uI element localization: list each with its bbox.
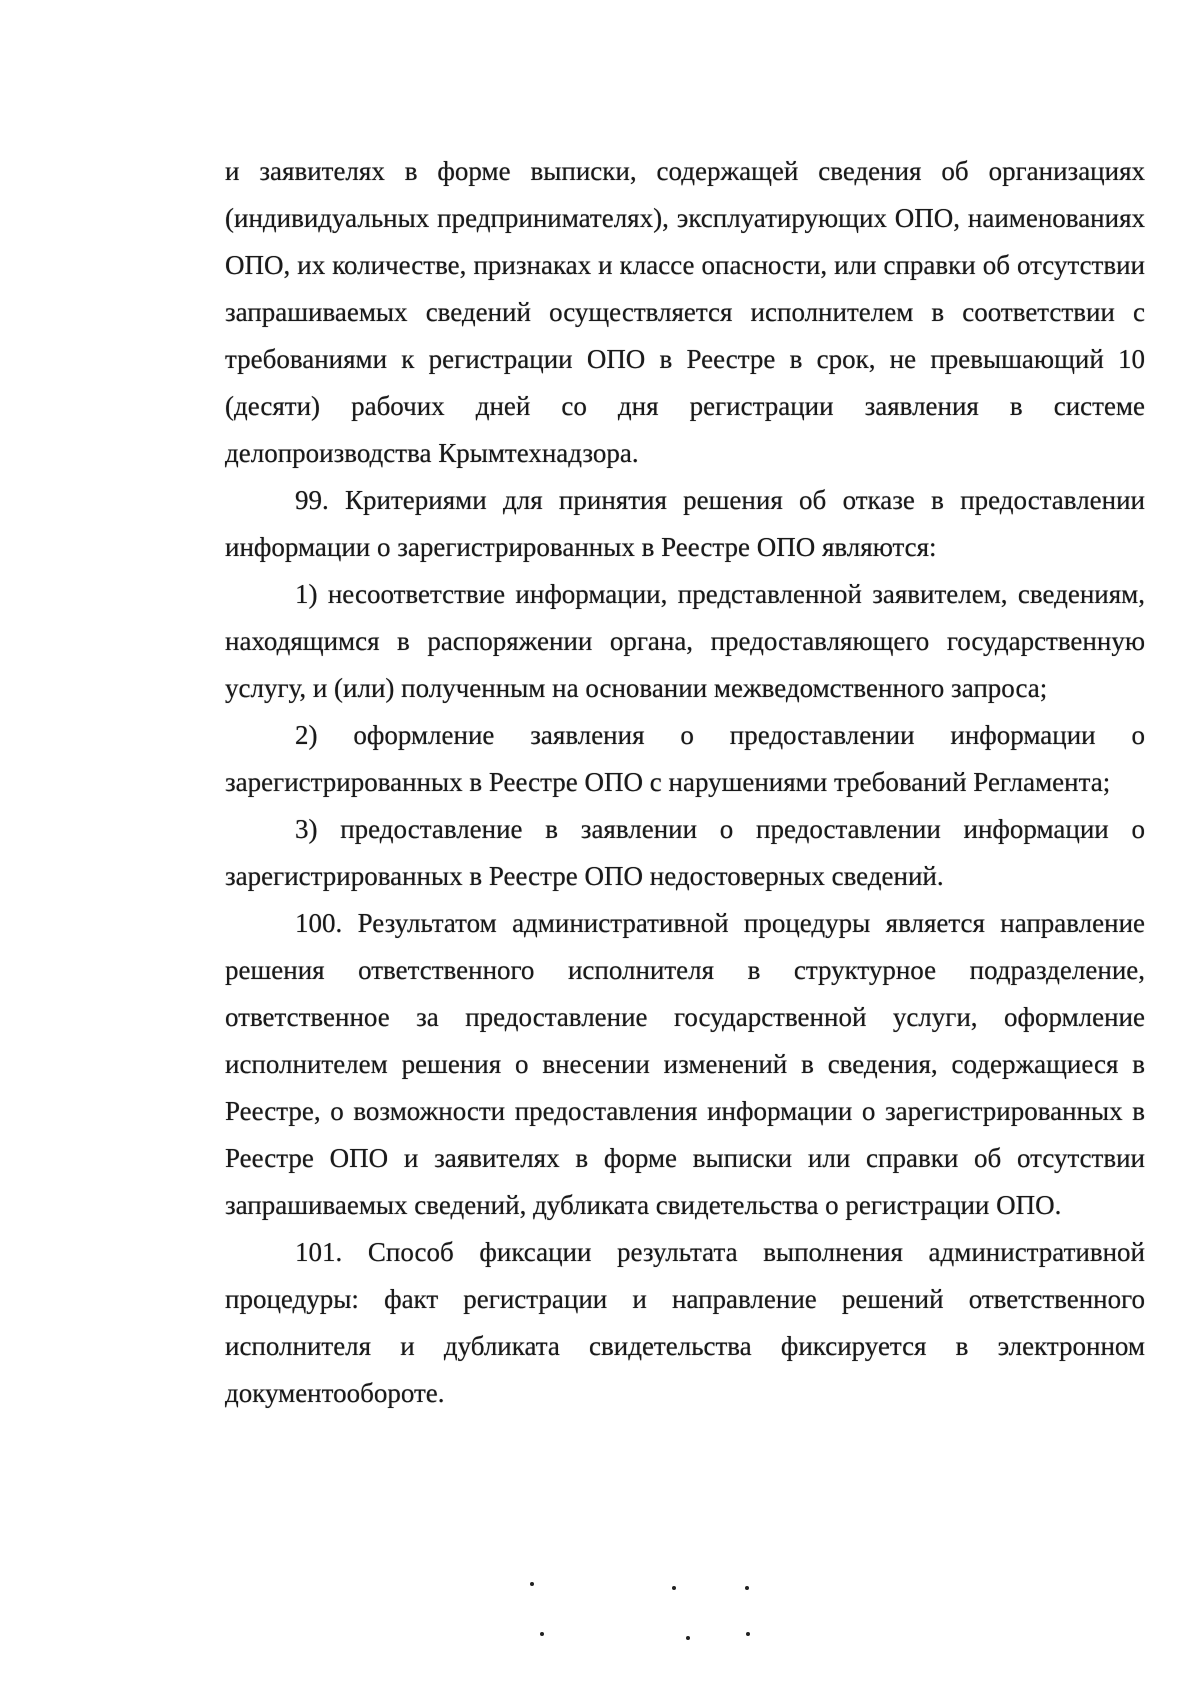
paragraph-99-item-2: 2) оформление заявления о предоставлении информации о зарегистрированных в Реестре ОПО с нарушениями требований Регламента; [225, 720, 1145, 797]
scan-speck [745, 1586, 749, 1590]
scan-speck [530, 1582, 534, 1586]
scan-speck [746, 1632, 750, 1636]
paragraph-99: 99. Критериями для принятия решения об отказе в предоставлении информации о зарегистрированных в Реестре ОПО являются: [225, 485, 1145, 562]
paragraph-100: 100. Результатом административной процедуры является направление решения ответственного исполнителя в структурное подразделение, ответственное за предоставление государственной услуги, оформление исполнителем решения о внесении изменений в сведения, содержащиеся в Реестре, о возможности предоставления информации о зарегистрированных в Реестре ОПО и заявителях в форме выписки или справки об отсутствии запрашиваемых сведений, дубликата свидетельства о регистрации ОПО. [225, 908, 1145, 1220]
scan-speck [540, 1632, 544, 1636]
paragraph-101: 101. Способ фиксации результата выполнения административной процедуры: факт регистрации и направление решений ответственного исполнителя и дубликата свидетельства фиксируется в электронном документообороте. [225, 1237, 1145, 1408]
paragraph-99-item-3: 3) предоставление в заявлении о предоставлении информации о зарегистрированных в Реестре ОПО недостоверных сведений. [225, 814, 1145, 891]
document-body [225, 148, 1145, 1417]
scan-speck [686, 1636, 690, 1640]
paragraph-continuation: и заявителях в форме выписки, содержащей сведения об организациях (индивидуальных предпринимателях), эксплуатирующих ОПО, наименованиях ОПО, их количестве, признаках и классе опасности, или справки об отсутствии запрашиваемых сведений осуществляется исполнителем в соответствии с требованиями к регистрации ОПО в Реестре в срок, не превышающий 10 (десяти) рабочих дней со дня регистрации заявления в системе делопроизводства Крымтехнадзора. [225, 156, 1145, 468]
scan-speck [672, 1586, 676, 1590]
paragraph-99-item-1: 1) несоответствие информации, представленной заявителем, сведениям, находящимся в распоряжении органа, предоставляющего государственную услугу, и (или) полученным на основании межведомственного запроса; [225, 579, 1145, 703]
